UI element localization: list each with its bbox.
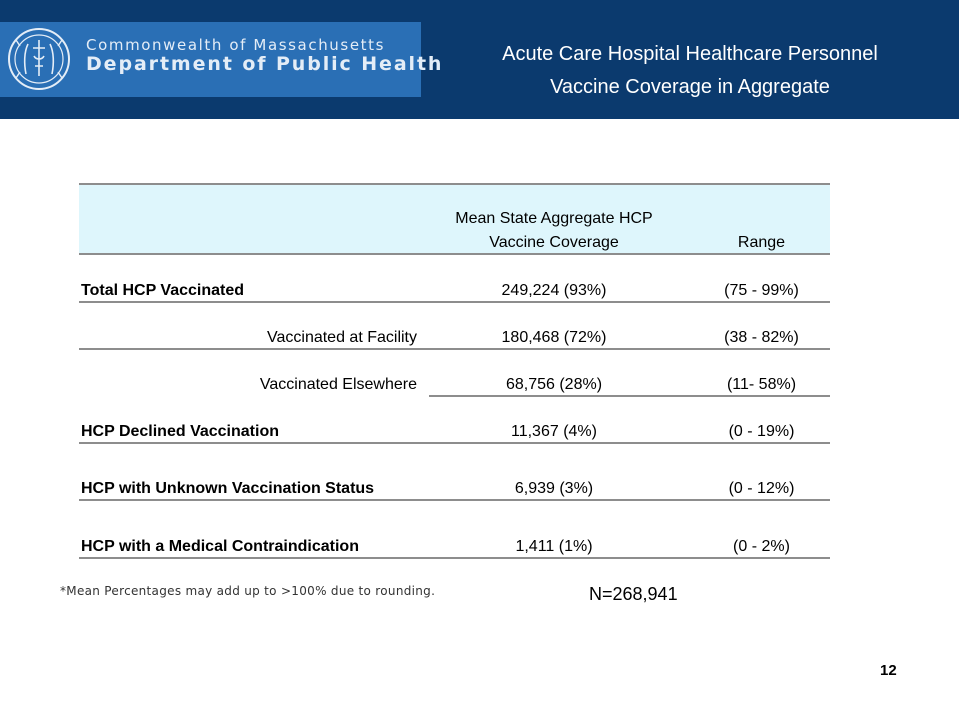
row-range: (0 - 12%) bbox=[728, 480, 795, 497]
row-label: HCP with Unknown Vaccination Status bbox=[81, 480, 375, 497]
table-row bbox=[79, 538, 830, 556]
row-divider bbox=[429, 395, 830, 397]
slide-title-line1: Acute Care Hospital Healthcare Personnel bbox=[502, 43, 878, 65]
column-header-range: Range bbox=[737, 234, 786, 251]
page-number: 12 bbox=[880, 662, 897, 679]
sample-size: N=268,941 bbox=[589, 584, 678, 604]
row-value: 249,224 (93%) bbox=[501, 282, 607, 299]
column-header-mean-line2: Vaccine Coverage bbox=[489, 234, 619, 251]
row-label: Total HCP Vaccinated bbox=[81, 282, 245, 299]
table-row bbox=[79, 423, 830, 441]
footnote: *Mean Percentages may add up to >100% due to rounding. bbox=[60, 584, 436, 598]
org-name-line1: Commonwealth of Massachusetts bbox=[86, 36, 386, 54]
header-banner bbox=[0, 0, 959, 119]
row-value: 1,411 (1%) bbox=[515, 538, 593, 555]
row-value: 6,939 (3%) bbox=[514, 480, 594, 497]
row-range: (75 - 99%) bbox=[724, 282, 799, 299]
row-label: HCP Declined Vaccination bbox=[81, 423, 279, 440]
table-row bbox=[79, 376, 830, 394]
row-value: 180,468 (72%) bbox=[501, 329, 607, 346]
row-range: (38 - 82%) bbox=[724, 329, 799, 346]
slide-title-line2: Vaccine Coverage in Aggregate bbox=[550, 76, 830, 98]
row-range: (0 - 2%) bbox=[733, 538, 790, 555]
row-divider bbox=[79, 557, 830, 559]
slide-title bbox=[440, 38, 940, 104]
table-row bbox=[79, 282, 830, 300]
table-row bbox=[79, 480, 830, 498]
column-header-mean-line1: Mean State Aggregate HCP bbox=[455, 210, 653, 227]
row-divider bbox=[79, 301, 830, 303]
column-header-mean-coverage bbox=[409, 207, 699, 255]
row-label: HCP with a Medical Contraindication bbox=[81, 538, 359, 555]
row-range: (11- 58%) bbox=[726, 376, 797, 393]
row-value: 68,756 (28%) bbox=[505, 376, 603, 393]
row-divider bbox=[79, 442, 830, 444]
row-label: Vaccinated Elsewhere bbox=[259, 376, 417, 393]
table-row bbox=[79, 329, 830, 347]
row-label: Vaccinated at Facility bbox=[267, 329, 417, 346]
row-divider bbox=[79, 348, 830, 350]
massachusetts-seal-icon bbox=[6, 26, 72, 92]
row-range: (0 - 19%) bbox=[728, 423, 795, 440]
dph-logo bbox=[0, 22, 444, 97]
row-value: 11,367 (4%) bbox=[511, 423, 597, 440]
org-name-line2: Department of Public Health bbox=[86, 53, 444, 75]
row-divider bbox=[79, 499, 830, 501]
